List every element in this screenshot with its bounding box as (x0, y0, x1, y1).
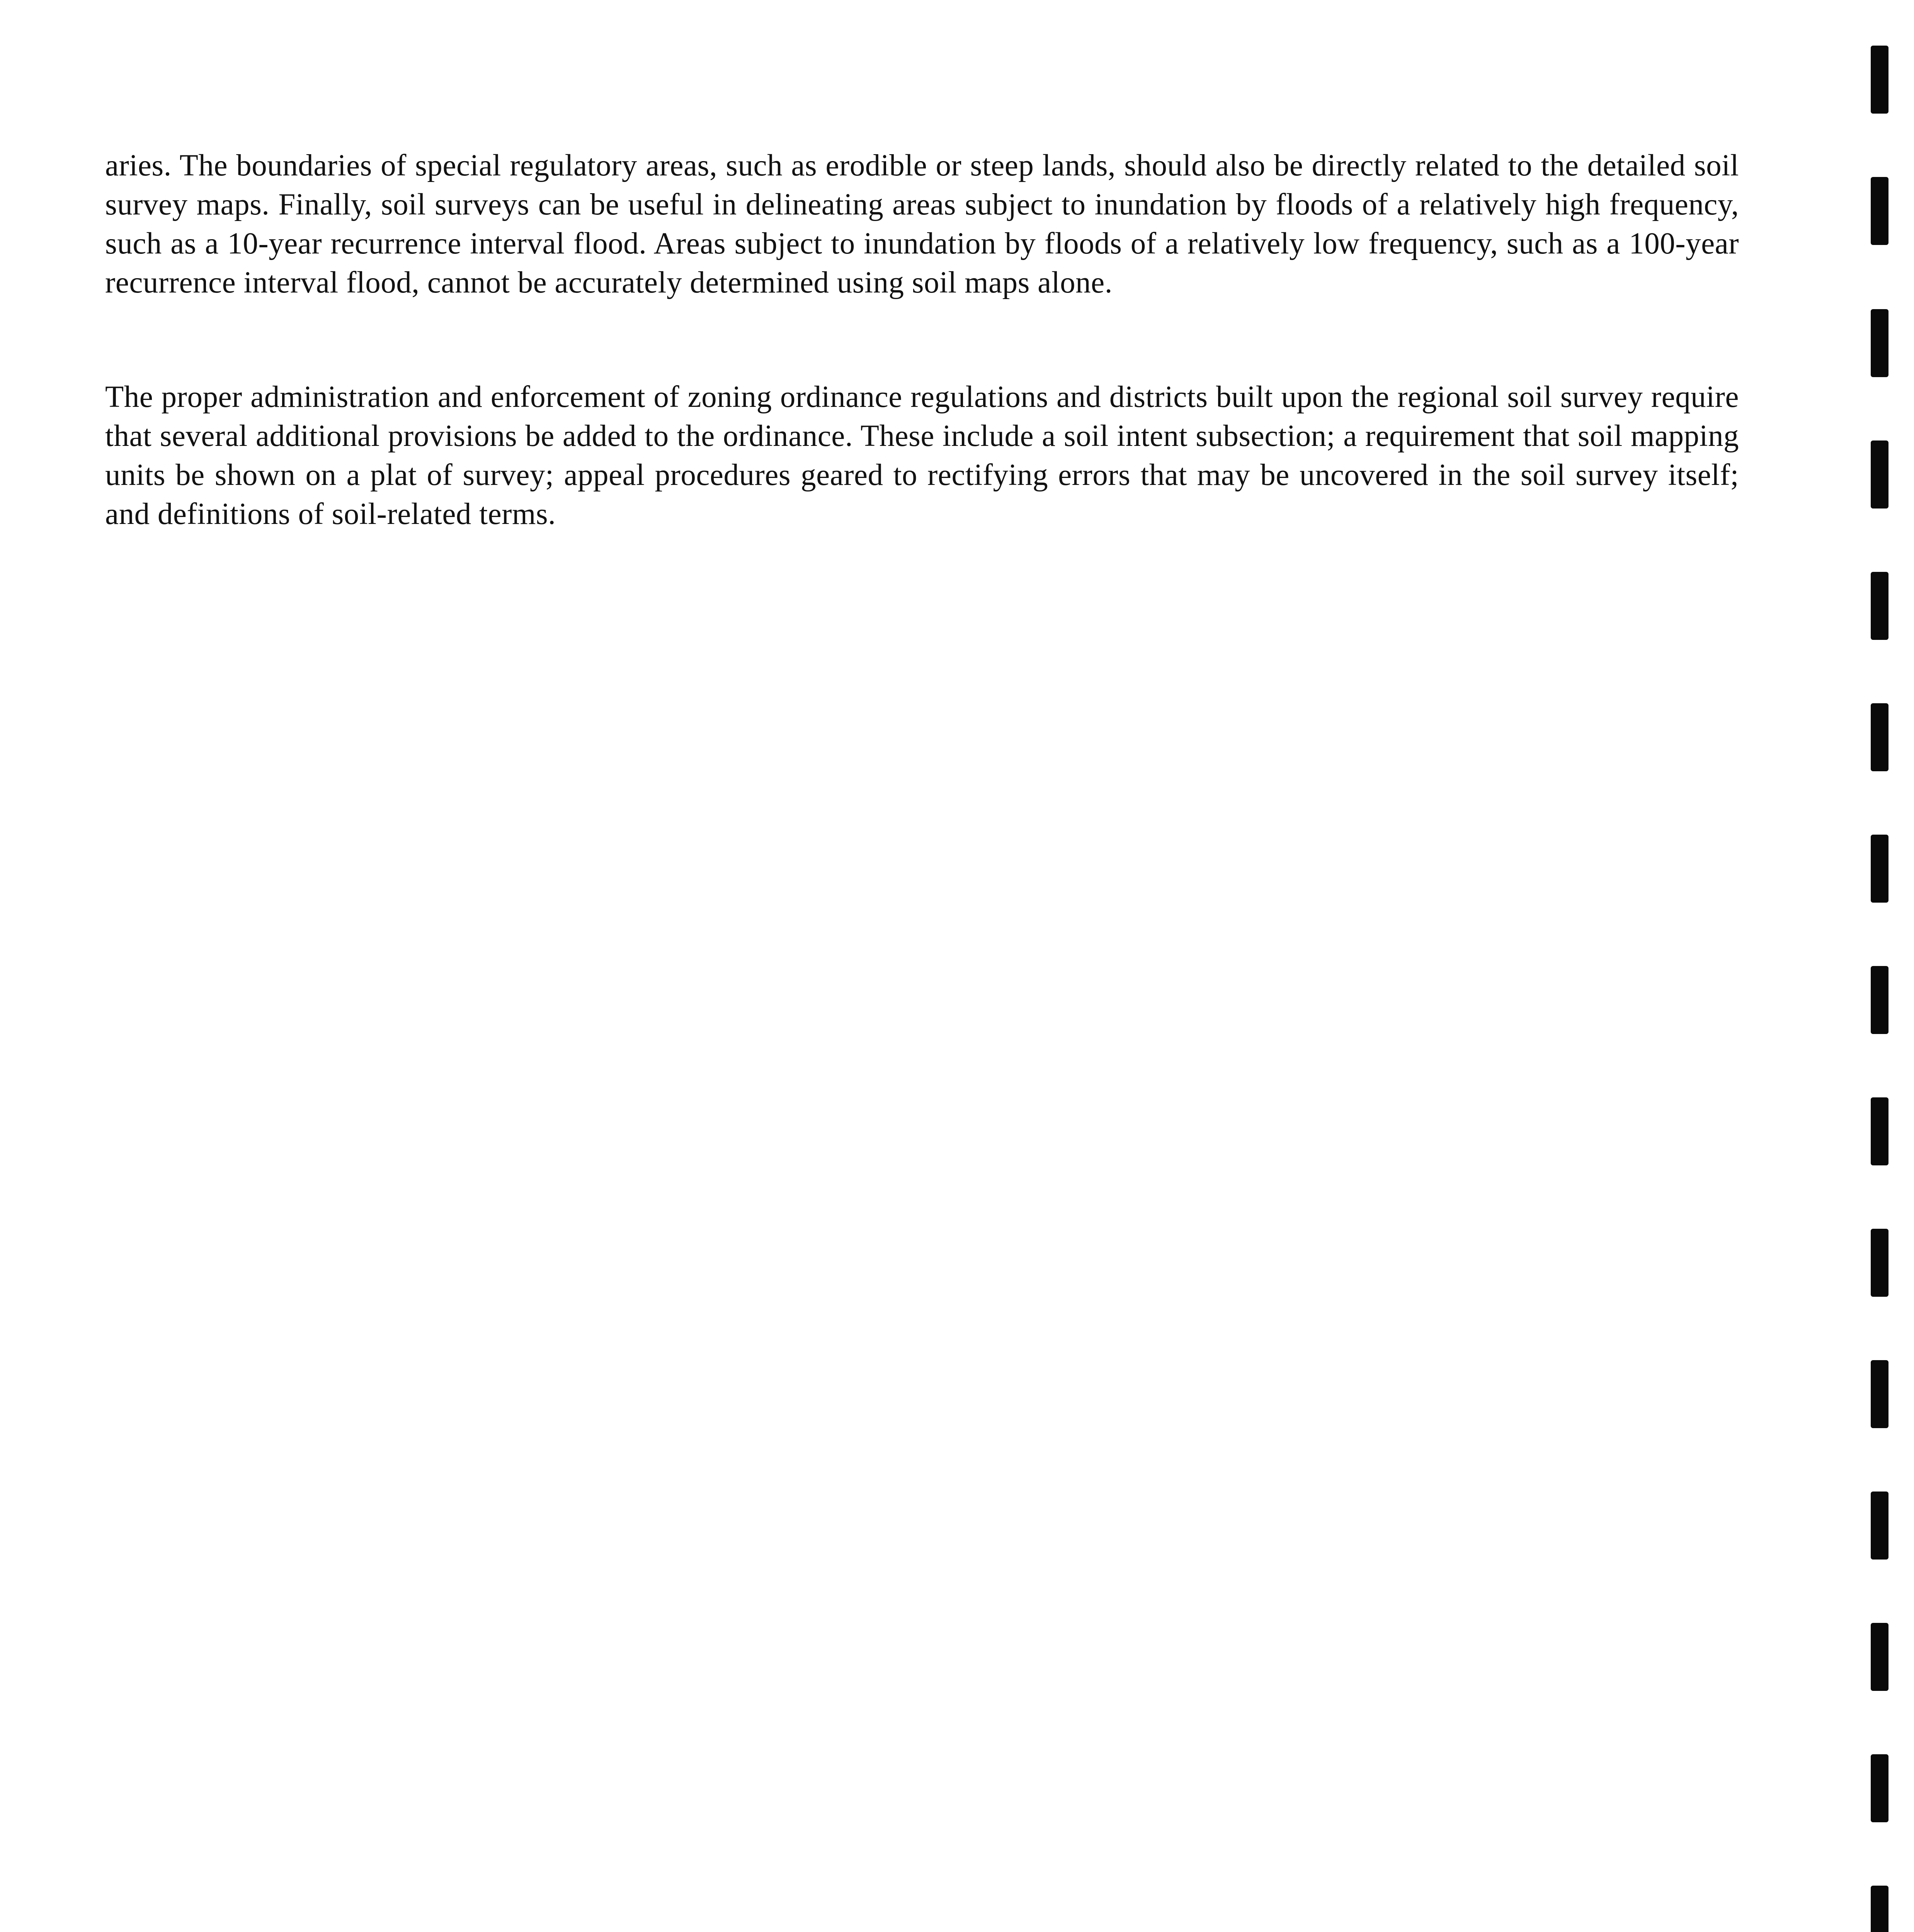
binding-hole (1871, 703, 1888, 771)
binding-hole (1871, 1097, 1888, 1165)
binding-hole (1871, 46, 1888, 114)
binding-hole (1871, 1754, 1888, 1822)
binding-hole (1871, 440, 1888, 509)
binding-hole (1871, 1492, 1888, 1560)
binding-hole (1871, 1623, 1888, 1691)
binding-hole (1871, 309, 1888, 377)
binding-hole (1871, 835, 1888, 903)
paragraph-ordinance-provisions: The proper administration and enforcement of zoning ordinance regulations and districts built upon the regional soil survey require that several additional provisions be added to the ordinance. These include a soil intent subsection; a requirement that soil mapping units be shown on a plat of survey; appeal procedures geared to rectifying errors that may be uncovered in the soil survey itself; and definitions of soil-related terms. (105, 380, 1739, 531)
binding-hole (1871, 1360, 1888, 1428)
binding-holes-strip (1871, 0, 1894, 1932)
binding-hole (1871, 1886, 1888, 1932)
binding-hole (1871, 177, 1888, 245)
paragraph-soil-survey-boundaries: aries. The boundaries of special regulatory areas, such as erodible or steep lands, should also be directly related to the detailed soil survey maps. Finally, soil surveys can be useful in delineating areas subject to inundation by floods of a relatively high frequency, such as a 10-year recurrence interval flood. Areas subject to inundation by floods of a relatively low frequency, such as a 100-year recurrence interval flood, cannot be accurately determined using soil maps alone. (105, 149, 1739, 299)
binding-hole (1871, 1229, 1888, 1297)
binding-hole (1871, 966, 1888, 1034)
binding-hole (1871, 572, 1888, 640)
